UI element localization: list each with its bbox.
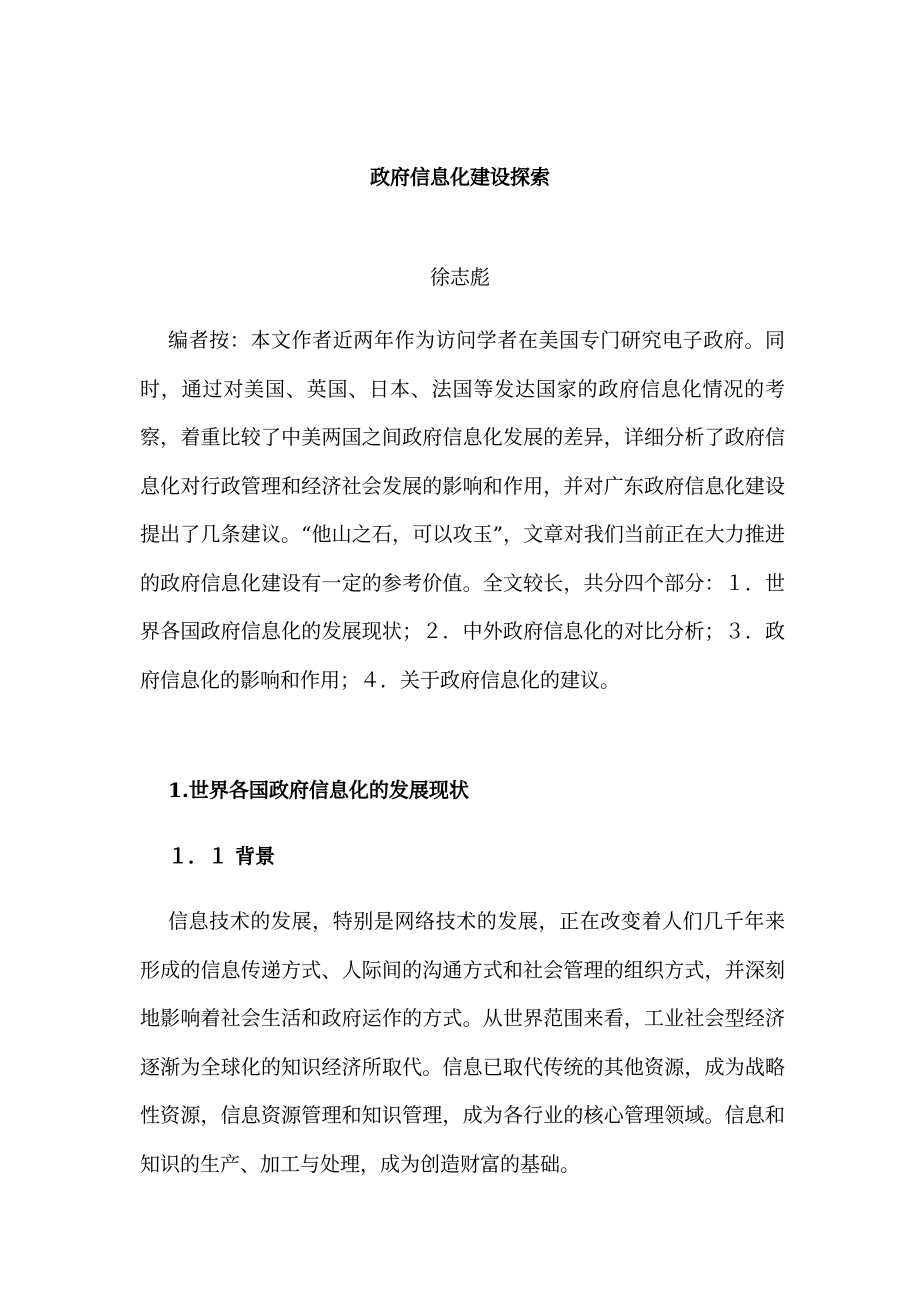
editor-note-paragraph: 编者按：本文作者近两年作为访问学者在美国专门研究电子政府。同时，通过对美国、英国、日本、法国等发达国家的政府信息化情况的考察，着重比较了中美两国之间政府信息化发展的差异，详细分析了政府信息化对行政管理和经济社会发展的影响和作用，并对广东政府信息化建设提出了几条建议。“他山之石，可以攻玉”，文章对我们当前正在大力推进的政府信息化建设有一定的参考价值。全文较长，共分四个部分：１．世界各国政府信息化的发展现状；２．中外政府信息化的对比分析；３．政府信息化的影响和作用；４．关于政府信息化的建议。: [140, 328, 785, 692]
author-name: 徐志彪: [430, 265, 490, 289]
subsection-heading: １．１ 背景: [168, 844, 275, 868]
document-title: 政府信息化建设探索: [370, 165, 550, 189]
section-heading: 1.世界各国政府信息化的发展现状: [168, 778, 469, 802]
body-paragraph: 信息技术的发展，特别是网络技术的发展，正在改变着人们几千年来形成的信息传递方式、人际间的沟通方式和社会管理的组织方式，并深刻地影响着社会生活和政府运作的方式。从世界范围来看，工业社会型经济逐渐为全球化的知识经济所取代。信息已取代传统的其他资源，成为战略性资源，信息资源管理和知识管理，成为各行业的核心管理领域。信息和知识的生产、加工与处理，成为创造财富的基础。: [140, 909, 785, 1176]
